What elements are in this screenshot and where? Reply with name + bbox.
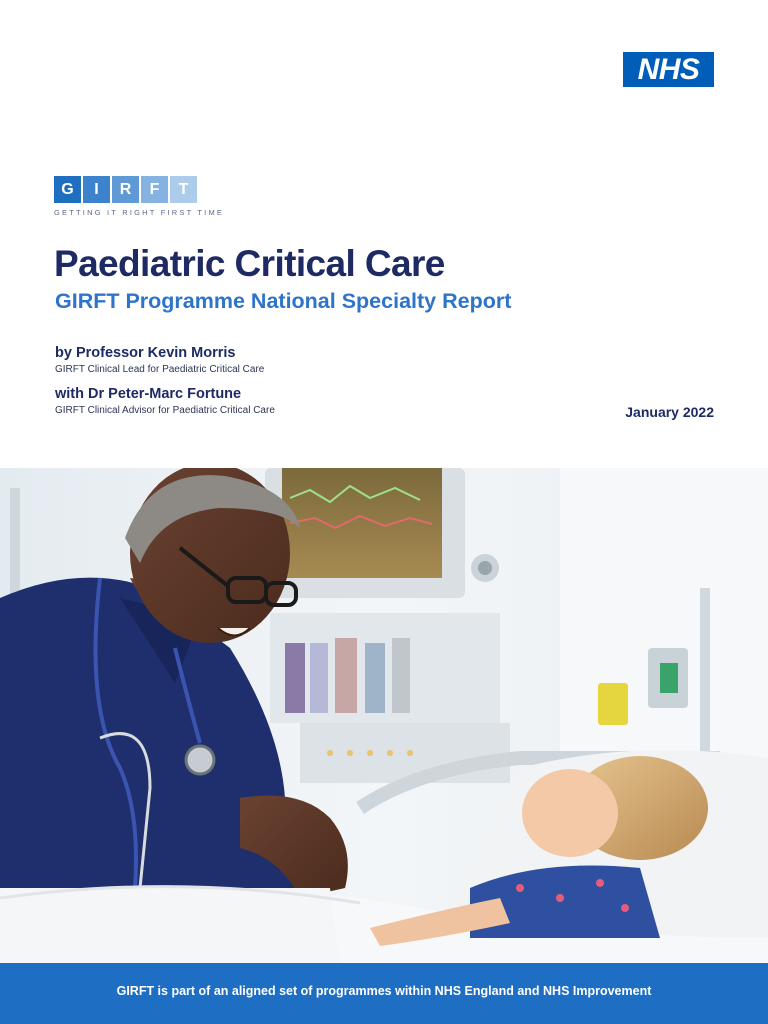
author-lead	[55, 345, 264, 375]
footer-text: GIRFT is part of an aligned set of programmes within NHS England and NHS Improvement	[116, 983, 652, 998]
girft-letter-r: R	[112, 176, 139, 203]
author-role: GIRFT Clinical Advisor for Paediatric Critical Care	[55, 405, 275, 416]
girft-letter-row	[54, 176, 224, 203]
girft-letter-i: I	[83, 176, 110, 203]
girft-letter-t: T	[170, 176, 197, 203]
author-advisor	[55, 386, 275, 416]
report-subtitle: GIRFT Programme National Specialty Report	[55, 289, 512, 313]
girft-tagline: GETTING IT RIGHT FIRST TIME	[54, 208, 225, 217]
publication-date: January 2022	[625, 404, 714, 420]
cover-photo	[0, 468, 768, 963]
author-name: by Professor Kevin Morris	[55, 345, 236, 361]
nhs-logo: NHS	[623, 52, 714, 87]
author-role: GIRFT Clinical Lead for Paediatric Critical Care	[55, 364, 265, 375]
author-name: with Dr Peter-Marc Fortune	[55, 386, 242, 402]
girft-letter-f: F	[141, 176, 168, 203]
girft-letter-g: G	[54, 176, 81, 203]
report-title: Paediatric Critical Care	[54, 243, 445, 284]
girft-logo	[54, 176, 224, 217]
footer-band	[0, 963, 768, 1024]
